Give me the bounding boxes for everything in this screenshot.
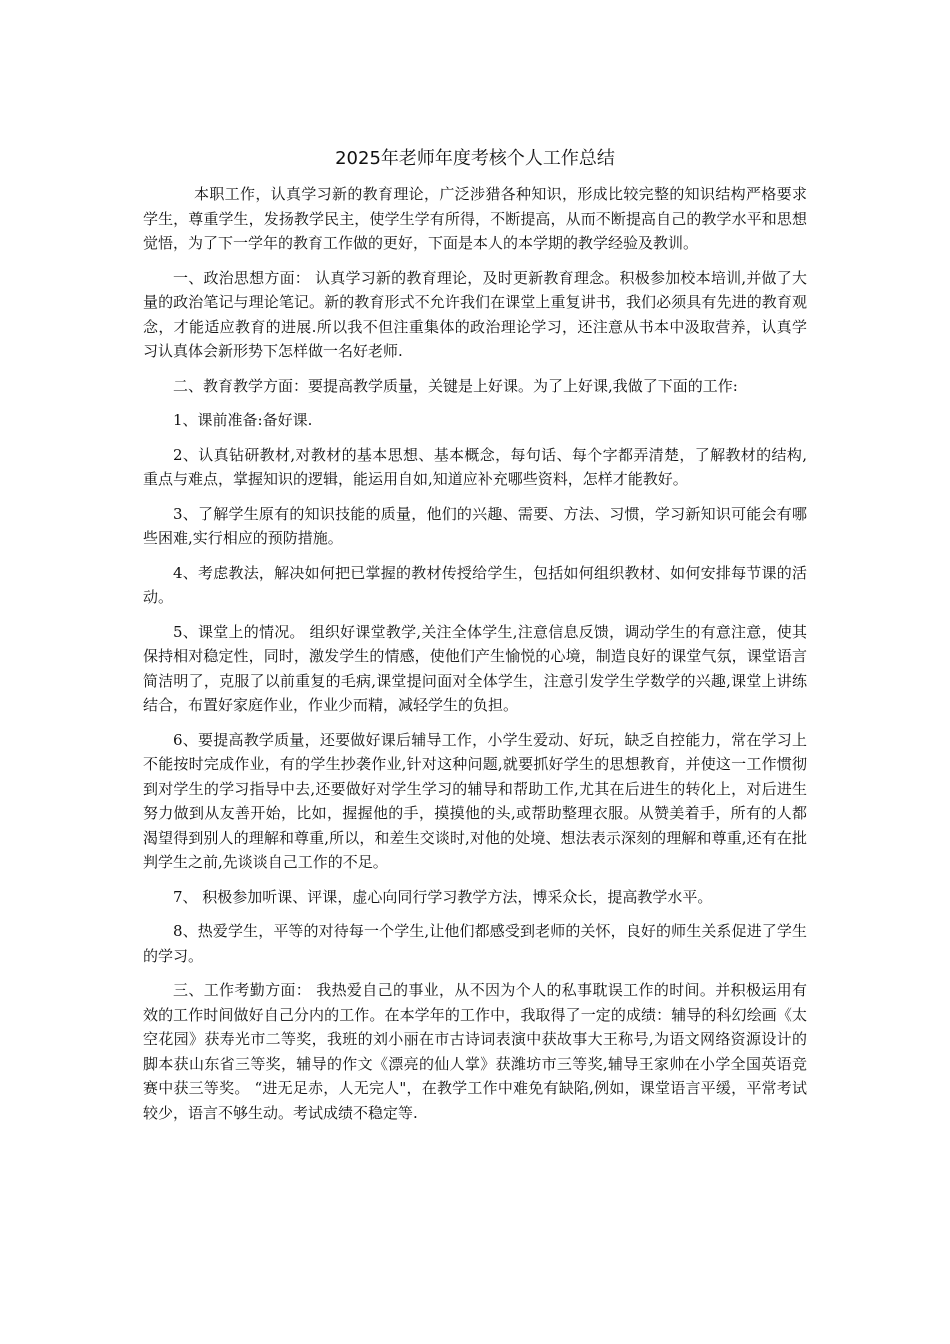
paragraph-teaching: 二、教育教学方面：要提高教学质量，关键是上好课。为了上好课,我做了下面的工作: [173,376,738,395]
document-title: 2025年老师年度考核个人工作总结 [335,148,615,169]
paragraph-intro: 本职工作，认真学习新的教育理论，广泛涉猎各种知识，形成比较完整的知识结构严格要求学生，尊重学生，发扬教学民主，使学生学有所得，不断提高，从而不断提高自己的教学水平和思想觉悟，为了下一学年的教育工作做的更好，下面是本人的本学期的教学经验及教训。 [143,185,807,252]
paragraph-item-7: 7、 积极参加听课、评课，虚心向同行学习教学方法，博采众长，提高教学水平。 [173,887,713,906]
document-body [143,146,807,1135]
paragraph-item-5: 5、课堂上的情况。 组织好课堂教学,关注全体学生,注意信息反馈，调动学生的有意注意，使其保持相对稳定性，同时，激发学生的情感，使他们产生愉悦的心境，制造良好的课堂气氛，课堂语言简洁明了，克服了以前重复的毛病,课堂提问面对全体学生，注意引发学生学数学的兴趣,课堂上讲练结合，布置好家庭作业，作业少而精，减轻学生的负担。 [143,622,807,714]
paragraph-item-8: 8、热爱学生，平等的对待每一个学生,让他们都感受到老师的关怀，良好的师生关系促进了学生的学习。 [143,922,807,965]
paragraph-political: 一、政治思想方面： 认真学习新的教育理论，及时更新教育理念。积极参加校本培训,并做了大量的政治笔记与理论笔记。新的教育形式不允许我们在课堂上重复讲书，我们必须具有先进的教育观念，才能适应教育的进展.所以我不但注重集体的政治理论学习，还注意从书本中汲取营养，认真学习认真体会新形势下怎样做一名好老师. [143,268,807,360]
paragraph-item-6: 6、要提高教学质量，还要做好课后辅导工作，小学生爱动、好玩，缺乏自控能力，常在学习上不能按时完成作业，有的学生抄袭作业,针对这种问题,就要抓好学生的思想教育，并使这一工作惯彻到对学生的学习指导中去,还要做好对学生学习的辅导和帮助工作,尤其在后进生的转化上，对后进生努力做到从友善开始，比如，握握他的手，摸摸他的头,或帮助整理衣服。从赞美着手，所有的人都渴望得到别人的理解和尊重,所以，和差生交谈时,对他的处境、想法表示深刻的理解和尊重,还有在批判学生之前,先谈谈自己工作的不足。 [143,730,807,871]
paragraph-item-2: 2、认真钻研教材,对教材的基本思想、基本概念，每句话、每个字都弄清楚，了解教材的结构,重点与难点，掌握知识的逻辑，能运用自如,知道应补充哪些资料，怎样才能教好。 [143,445,807,488]
paragraph-attendance: 三、工作考勤方面： 我热爱自己的事业，从不因为个人的私事耽误工作的时间。并积极运用有效的工作时间做好自己分内的工作。在本学年的工作中，我取得了一定的成绩：辅导的科幻绘画《太空花园》获寿光市二等奖，我班的刘小丽在市古诗词表演中获故事大王称号,为语文网络资源设计的脚本获山东省三等奖，辅导的作文《漂亮的仙人掌》获潍坊市三等奖,辅导王家帅在小学全国英语竞赛中获三等奖。 “进无足赤，人无完人"，在教学工作中难免有缺陷,例如，课堂语言平缓，平常考试较少，语言不够生动。考试成绩不稳定等. [143,981,807,1122]
paragraph-item-4: 4、考虑教法，解决如何把已掌握的教材传授给学生，包括如何组织教材、如何安排每节课的活动。 [143,563,807,606]
paragraph-item-1: 1、课前准备:备好课. [173,411,313,429]
paragraph-item-3: 3、了解学生原有的知识技能的质量，他们的兴趣、需要、方法、习惯，学习新知识可能会有哪些困难,实行相应的预防措施。 [143,504,807,547]
